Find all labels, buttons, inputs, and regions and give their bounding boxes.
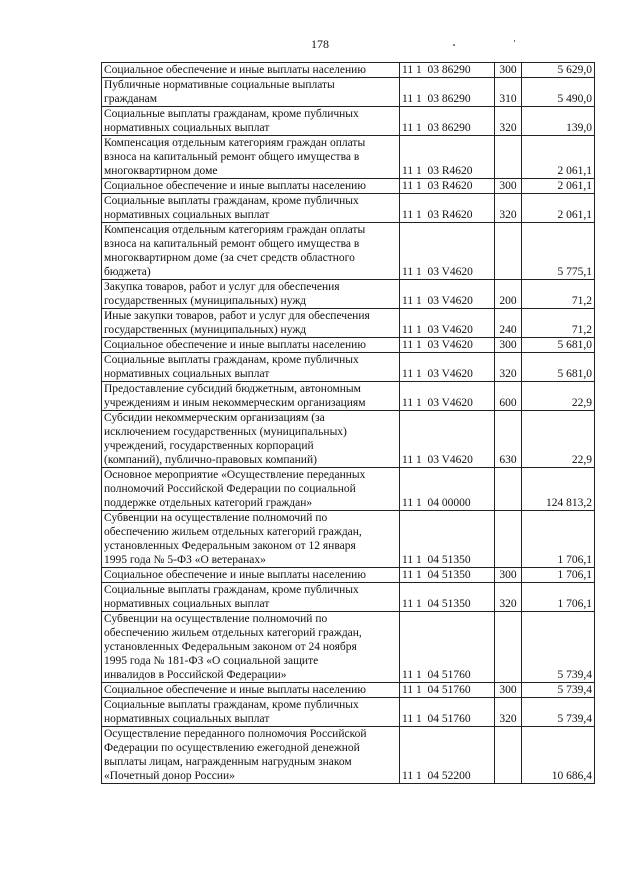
page-number: 178: [311, 37, 329, 51]
table-row: [102, 727, 595, 784]
row-expense-type-cell: 300: [495, 683, 522, 698]
row-sum-cell: 2 061,1: [522, 179, 595, 194]
row-sum-cell: 124 813,2: [522, 468, 595, 511]
row-code-cell: 11 1 03 86290: [400, 107, 495, 136]
table-row: [102, 612, 595, 683]
row-expense-type-cell: 600: [495, 382, 522, 411]
row-name-cell: Социальные выплаты гражданам, кроме публичных нормативных социальных выплат: [102, 107, 400, 136]
budget-table: [101, 62, 595, 784]
row-expense-type-cell: [495, 511, 522, 568]
row-sum-cell: 22,9: [522, 411, 595, 468]
table-row: [102, 683, 595, 698]
scan-speck: [514, 40, 515, 42]
row-expense-type-cell: [495, 612, 522, 683]
table-row: [102, 63, 595, 78]
table-row: [102, 136, 595, 179]
row-sum-cell: 1 706,1: [522, 568, 595, 583]
row-sum-cell: 5 739,4: [522, 612, 595, 683]
row-sum-cell: 2 061,1: [522, 194, 595, 223]
row-name-cell: Социальное обеспечение и иные выплаты населению: [102, 568, 400, 583]
row-expense-type-cell: [495, 468, 522, 511]
row-name-cell: Социальные выплаты гражданам, кроме публичных нормативных социальных выплат: [102, 698, 400, 727]
table-row: [102, 338, 595, 353]
row-name-cell: Социальные выплаты гражданам, кроме публичных нормативных социальных выплат: [102, 353, 400, 382]
table-row: [102, 568, 595, 583]
row-name-cell: Субсидии некоммерческим организациям (за исключением государственных (муниципальных) учреждений, государственных корпораций (компаний), публично-правовых компаний): [102, 411, 400, 468]
row-code-cell: 11 1 04 51350: [400, 511, 495, 568]
row-code-cell: 11 1 03 V4620: [400, 353, 495, 382]
row-code-cell: 11 1 04 51760: [400, 612, 495, 683]
row-expense-type-cell: 200: [495, 280, 522, 309]
row-name-cell: Предоставление субсидий бюджетным, автономным учреждениям и иным некоммерческим организациям: [102, 382, 400, 411]
row-expense-type-cell: 300: [495, 338, 522, 353]
row-code-cell: 11 1 03 V4620: [400, 280, 495, 309]
row-code-cell: 11 1 04 51760: [400, 683, 495, 698]
row-code-cell: 11 1 03 R4620: [400, 136, 495, 179]
table-row: [102, 411, 595, 468]
row-code-cell: 11 1 03 R4620: [400, 179, 495, 194]
row-expense-type-cell: [495, 223, 522, 280]
row-code-cell: 11 1 03 V4620: [400, 223, 495, 280]
row-sum-cell: 10 686,4: [522, 727, 595, 784]
row-expense-type-cell: 320: [495, 194, 522, 223]
row-expense-type-cell: 300: [495, 179, 522, 194]
row-sum-cell: 2 061,1: [522, 136, 595, 179]
row-sum-cell: 5 739,4: [522, 683, 595, 698]
row-name-cell: Субвенции на осуществление полномочий по обеспечению жильем отдельных категорий граждан, установленных Федеральным законом от 24 ноября 1995 года № 181-ФЗ «О социальной защите инвалидов в Российской Федерации»: [102, 612, 400, 683]
row-expense-type-cell: 310: [495, 78, 522, 107]
row-sum-cell: 5 681,0: [522, 338, 595, 353]
row-sum-cell: 5 681,0: [522, 353, 595, 382]
row-expense-type-cell: 300: [495, 63, 522, 78]
row-code-cell: 11 1 04 51350: [400, 583, 495, 612]
row-code-cell: 11 1 03 R4620: [400, 194, 495, 223]
row-name-cell: Закупка товаров, работ и услуг для обеспечения государственных (муниципальных) нужд: [102, 280, 400, 309]
row-code-cell: 11 1 03 V4620: [400, 382, 495, 411]
row-code-cell: 11 1 04 51350: [400, 568, 495, 583]
table-row: [102, 583, 595, 612]
row-expense-type-cell: 630: [495, 411, 522, 468]
row-expense-type-cell: 320: [495, 107, 522, 136]
row-sum-cell: 5 739,4: [522, 698, 595, 727]
row-name-cell: Компенсация отдельным категориям граждан оплаты взноса на капитальный ремонт общего имущества в многоквартирном доме (за счет средств областного бюджета): [102, 223, 400, 280]
row-code-cell: 11 1 03 V4620: [400, 411, 495, 468]
row-code-cell: 11 1 04 51760: [400, 698, 495, 727]
table-row: [102, 280, 595, 309]
table-row: [102, 194, 595, 223]
row-sum-cell: 1 706,1: [522, 583, 595, 612]
row-code-cell: 11 1 04 52200: [400, 727, 495, 784]
row-sum-cell: 5 775,1: [522, 223, 595, 280]
row-sum-cell: 5 629,0: [522, 63, 595, 78]
row-code-cell: 11 1 03 V4620: [400, 338, 495, 353]
row-expense-type-cell: 320: [495, 698, 522, 727]
table-row: [102, 698, 595, 727]
table-row: [102, 78, 595, 107]
table-row: [102, 468, 595, 511]
row-sum-cell: 22,9: [522, 382, 595, 411]
row-code-cell: 11 1 03 86290: [400, 78, 495, 107]
row-expense-type-cell: [495, 727, 522, 784]
table-row: [102, 107, 595, 136]
row-expense-type-cell: 320: [495, 353, 522, 382]
row-code-cell: 11 1 04 00000: [400, 468, 495, 511]
row-name-cell: Социальные выплаты гражданам, кроме публичных нормативных социальных выплат: [102, 194, 400, 223]
row-code-cell: 11 1 03 86290: [400, 63, 495, 78]
row-expense-type-cell: 320: [495, 583, 522, 612]
row-name-cell: Осуществление переданного полномочия Российской Федерации по осуществлению ежегодной денежной выплаты лицам, награжденным нагрудным знаком «Почетный донор России»: [102, 727, 400, 784]
table-row: [102, 179, 595, 194]
table-row: [102, 353, 595, 382]
row-name-cell: Социальные выплаты гражданам, кроме публичных нормативных социальных выплат: [102, 583, 400, 612]
row-sum-cell: 5 490,0: [522, 78, 595, 107]
row-name-cell: Основное мероприятие «Осуществление переданных полномочий Российской Федерации по социальной поддержке отдельных категорий граждан»: [102, 468, 400, 511]
row-sum-cell: 71,2: [522, 280, 595, 309]
budget-table-body: [102, 63, 595, 784]
row-expense-type-cell: 300: [495, 568, 522, 583]
row-name-cell: Социальное обеспечение и иные выплаты населению: [102, 683, 400, 698]
table-row: [102, 382, 595, 411]
row-name-cell: Иные закупки товаров, работ и услуг для обеспечения государственных (муниципальных) нужд: [102, 309, 400, 338]
scan-speck: [453, 44, 455, 46]
row-name-cell: Публичные нормативные социальные выплаты гражданам: [102, 78, 400, 107]
row-sum-cell: 1 706,1: [522, 511, 595, 568]
row-sum-cell: 139,0: [522, 107, 595, 136]
table-row: [102, 511, 595, 568]
row-code-cell: 11 1 03 V4620: [400, 309, 495, 338]
row-name-cell: Социальное обеспечение и иные выплаты населению: [102, 63, 400, 78]
row-name-cell: Социальное обеспечение и иные выплаты населению: [102, 179, 400, 194]
row-name-cell: Компенсация отдельным категориям граждан оплаты взноса на капитальный ремонт общего имущества в многоквартирном доме: [102, 136, 400, 179]
row-name-cell: Субвенции на осуществление полномочий по обеспечению жильем отдельных категорий граждан, установленных Федеральным законом от 12 января 1995 года № 5-ФЗ «О ветеранах»: [102, 511, 400, 568]
row-expense-type-cell: 240: [495, 309, 522, 338]
row-name-cell: Социальное обеспечение и иные выплаты населению: [102, 338, 400, 353]
row-expense-type-cell: [495, 136, 522, 179]
table-row: [102, 309, 595, 338]
table-row: [102, 223, 595, 280]
row-sum-cell: 71,2: [522, 309, 595, 338]
